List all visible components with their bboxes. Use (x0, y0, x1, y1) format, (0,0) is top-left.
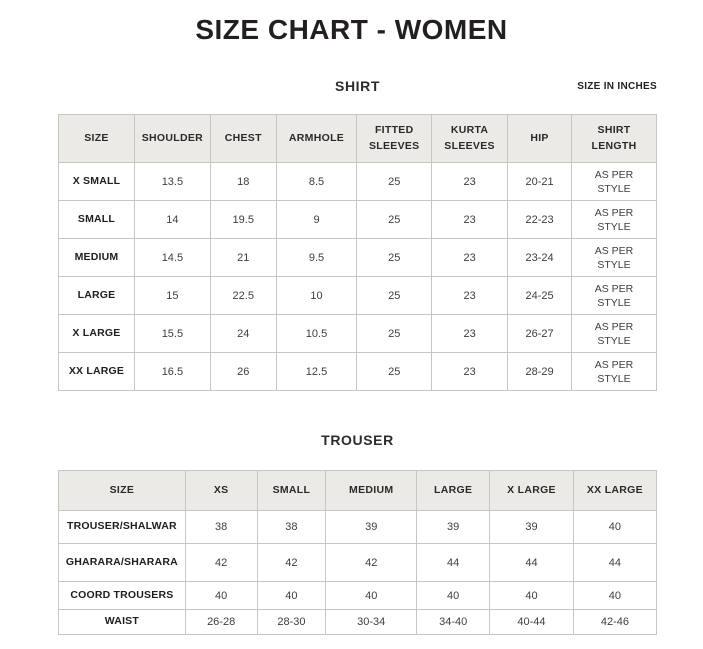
shirt-section-header (58, 78, 657, 94)
row-label: GHARARA/SHARARA (59, 544, 186, 582)
table-cell: 13.5 (134, 163, 210, 201)
table-cell: 25 (357, 315, 432, 353)
table-row (59, 201, 657, 239)
column-header: SHIRT LENGTH (572, 115, 657, 163)
shirt-size-table (58, 114, 657, 391)
column-header: FITTED SLEEVES (357, 115, 432, 163)
column-header: SHOULDER (134, 115, 210, 163)
table-cell: 9 (276, 201, 357, 239)
table-cell: 38 (185, 511, 257, 544)
table-cell: AS PER STYLE (572, 239, 657, 277)
row-label: X SMALL (59, 163, 135, 201)
row-label: X LARGE (59, 315, 135, 353)
table-cell: 26-27 (508, 315, 572, 353)
row-label: LARGE (59, 277, 135, 315)
column-header: SIZE (59, 471, 186, 511)
row-label: XX LARGE (59, 353, 135, 391)
table-cell: 22-23 (508, 201, 572, 239)
table-cell: 40 (573, 582, 656, 610)
table-cell: 25 (357, 239, 432, 277)
table-cell: 10 (276, 277, 357, 315)
table-cell: 40 (326, 582, 417, 610)
table-row (59, 315, 657, 353)
column-header: ARMHOLE (276, 115, 357, 163)
table-cell: AS PER STYLE (572, 201, 657, 239)
table-cell: 30-34 (326, 610, 417, 635)
table-row (59, 353, 657, 391)
column-header: LARGE (417, 471, 490, 511)
table-cell: 42 (257, 544, 326, 582)
table-cell: 12.5 (276, 353, 357, 391)
shirt-section-title: SHIRT (335, 78, 380, 95)
column-header: KURTA SLEEVES (432, 115, 508, 163)
table-cell: 40-44 (490, 610, 574, 635)
table-cell: 19.5 (210, 201, 276, 239)
table-cell: 23 (432, 315, 508, 353)
table-cell: 39 (490, 511, 574, 544)
table-cell: AS PER STYLE (572, 315, 657, 353)
table-cell: 23 (432, 277, 508, 315)
table-cell: 40 (257, 582, 326, 610)
table-cell: 39 (417, 511, 490, 544)
table-cell: 22.5 (210, 277, 276, 315)
table-row (59, 582, 657, 610)
table-cell: 21 (210, 239, 276, 277)
table-cell: 10.5 (276, 315, 357, 353)
table-cell: 24 (210, 315, 276, 353)
table-cell: 39 (326, 511, 417, 544)
column-header: XX LARGE (573, 471, 656, 511)
table-cell: 42 (326, 544, 417, 582)
table-cell: 25 (357, 353, 432, 391)
column-header: SMALL (257, 471, 326, 511)
table-cell: 15.5 (134, 315, 210, 353)
table-cell: AS PER STYLE (572, 353, 657, 391)
table-cell: 26 (210, 353, 276, 391)
table-cell: 44 (490, 544, 574, 582)
table-cell: 23 (432, 353, 508, 391)
page-title: SIZE CHART - WOMEN (195, 14, 508, 45)
table-row (59, 239, 657, 277)
table-cell: 24-25 (508, 277, 572, 315)
column-header: X LARGE (490, 471, 574, 511)
table-cell: 20-21 (508, 163, 572, 201)
column-header: MEDIUM (326, 471, 417, 511)
row-label: WAIST (59, 610, 186, 635)
table-cell: 42-46 (573, 610, 656, 635)
table-cell: 14 (134, 201, 210, 239)
trouser-section-header (58, 432, 657, 448)
table-cell: 18 (210, 163, 276, 201)
table-cell: 25 (357, 163, 432, 201)
table-cell: 40 (573, 511, 656, 544)
row-label: MEDIUM (59, 239, 135, 277)
table-cell: 40 (417, 582, 490, 610)
table-row (59, 610, 657, 635)
table-cell: 9.5 (276, 239, 357, 277)
table-cell: 23 (432, 239, 508, 277)
table-cell: 25 (357, 277, 432, 315)
table-cell: 15 (134, 277, 210, 315)
table-cell: 40 (185, 582, 257, 610)
table-cell: AS PER STYLE (572, 163, 657, 201)
table-cell: 26-28 (185, 610, 257, 635)
table-cell: 25 (357, 201, 432, 239)
trouser-section-title: TROUSER (321, 432, 394, 449)
column-header: SIZE (59, 115, 135, 163)
row-label: SMALL (59, 201, 135, 239)
column-header: XS (185, 471, 257, 511)
row-label: COORD TROUSERS (59, 582, 186, 610)
table-cell: 28-30 (257, 610, 326, 635)
column-header: CHEST (210, 115, 276, 163)
header-row (59, 471, 657, 511)
table-cell: 23 (432, 163, 508, 201)
table-cell: 44 (573, 544, 656, 582)
table-cell: 44 (417, 544, 490, 582)
size-in-inches-note: SIZE IN INCHES (577, 81, 657, 93)
table-row (59, 511, 657, 544)
column-header: HIP (508, 115, 572, 163)
row-label: TROUSER/SHALWAR (59, 511, 186, 544)
content-area (0, 78, 703, 635)
trouser-size-table (58, 470, 657, 635)
table-cell: 8.5 (276, 163, 357, 201)
table-row (59, 544, 657, 582)
table-cell: 23-24 (508, 239, 572, 277)
table-cell: AS PER STYLE (572, 277, 657, 315)
table-cell: 40 (490, 582, 574, 610)
table-cell: 16.5 (134, 353, 210, 391)
table-cell: 42 (185, 544, 257, 582)
table-row (59, 163, 657, 201)
table-cell: 23 (432, 201, 508, 239)
size-chart-page (0, 14, 703, 649)
table-cell: 34-40 (417, 610, 490, 635)
table-cell: 14.5 (134, 239, 210, 277)
table-cell: 38 (257, 511, 326, 544)
header-row (59, 115, 657, 163)
table-cell: 28-29 (508, 353, 572, 391)
table-row (59, 277, 657, 315)
